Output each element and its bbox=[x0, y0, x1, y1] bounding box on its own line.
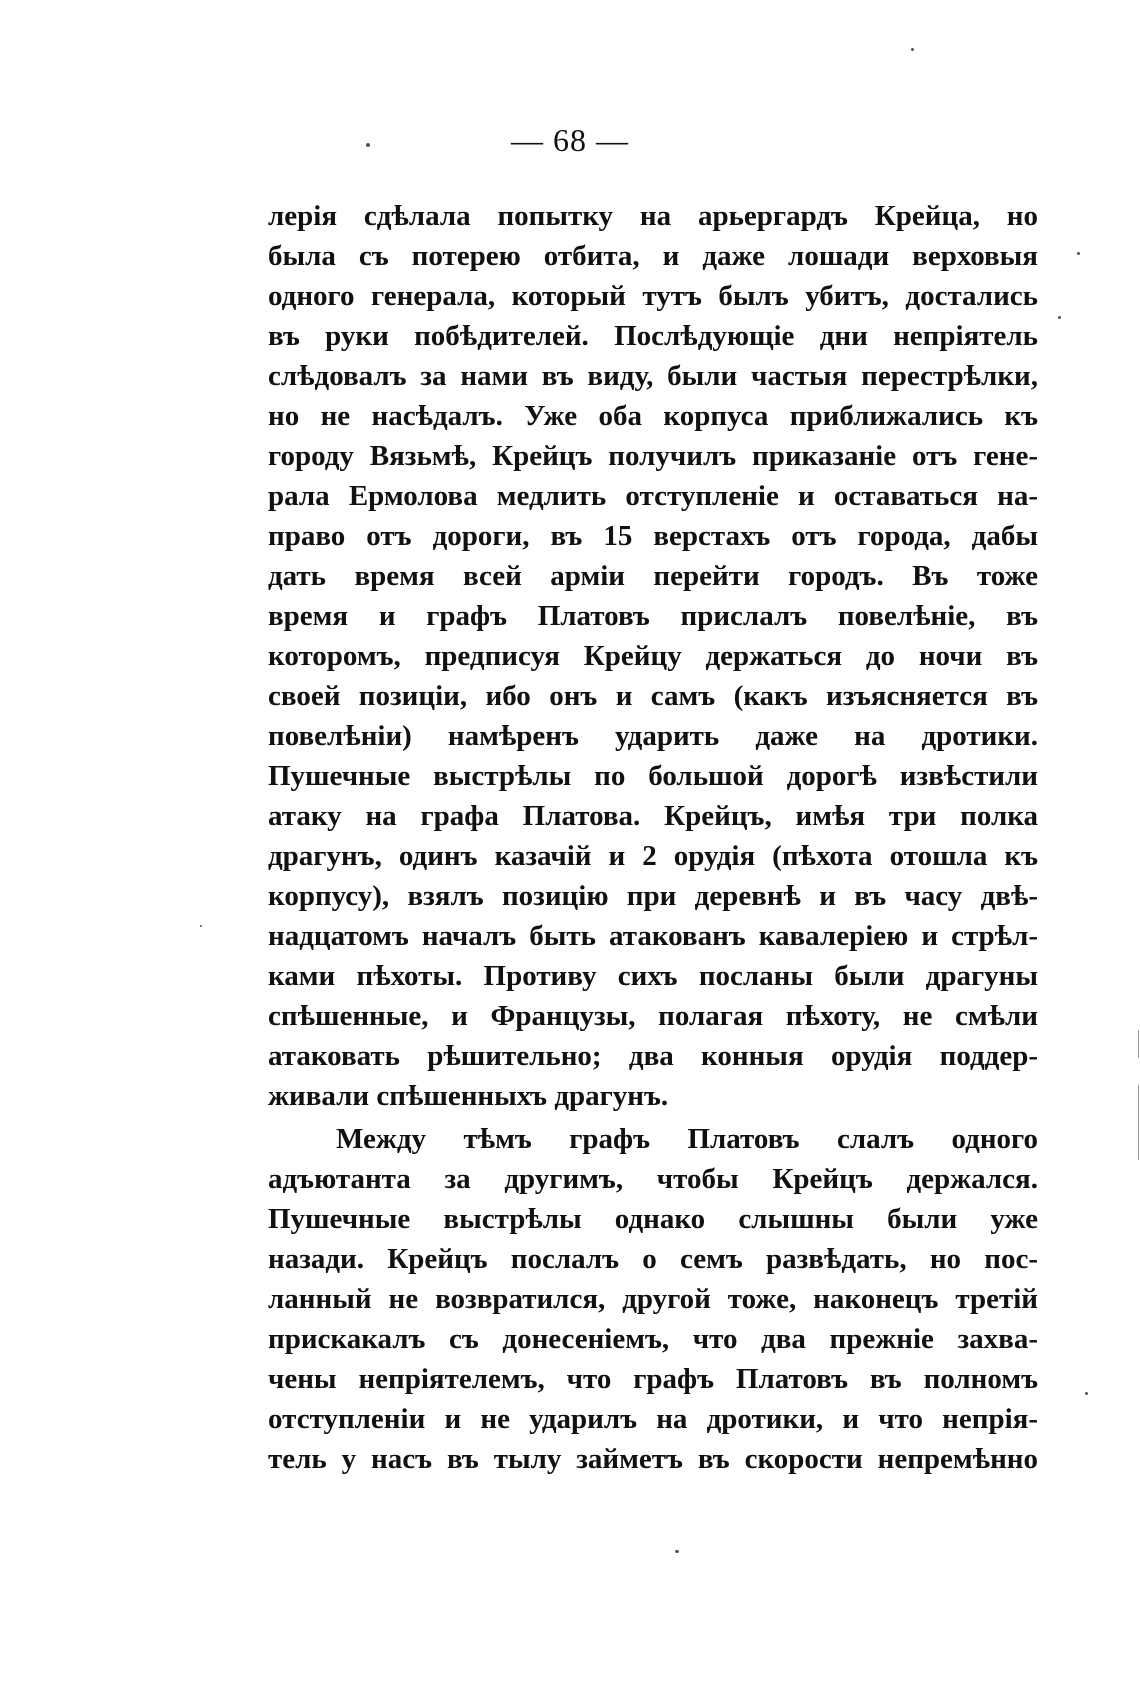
text-line: атаку на графа Платова. Крейцъ, имѣя три полка bbox=[268, 800, 1038, 832]
text-line: время и графъ Платовъ прислалъ повелѣніе, въ bbox=[268, 600, 1038, 632]
text-line: одного генерала, который тутъ былъ убитъ, достались bbox=[268, 280, 1038, 312]
scan-edge-mark bbox=[1138, 1085, 1139, 1160]
text-line: лерія сдѣлала попытку на арьергардъ Крейца, но bbox=[268, 200, 1038, 232]
text-line: своей позиціи, ибо онъ и самъ (какъ изъясняется въ bbox=[268, 680, 1038, 712]
text-line: чены непріятелемъ, что графъ Платовъ въ полномъ bbox=[268, 1363, 1038, 1395]
text-line: адъютанта за другимъ, чтобы Крейцъ держался. bbox=[268, 1163, 1038, 1195]
page-number: — 68 — bbox=[511, 122, 629, 158]
text-line: слѣдовалъ за нами въ виду, были частыя перестрѣлки, bbox=[268, 360, 1038, 392]
text-line: ками пѣхоты. Противу сихъ посланы были драгуны bbox=[268, 960, 1038, 992]
text-line: рала Ермолова медлить отступленіе и оставаться на- bbox=[268, 480, 1038, 512]
text-line: Пушечные выстрѣлы однако слышны были уже bbox=[268, 1203, 1038, 1235]
scan-speck bbox=[675, 1550, 679, 1553]
text-line: спѣшенные, и Французы, полагая пѣхоту, не смѣли bbox=[268, 1000, 1038, 1032]
text-line: повелѣніи) намѣренъ ударить даже на дротики. bbox=[268, 720, 1038, 752]
text-line: корпусу), взялъ позицію при деревнѣ и въ часу двѣ- bbox=[268, 880, 1038, 912]
body-text bbox=[268, 196, 1038, 1479]
text-line: ланный не возвратился, другой тоже, наконецъ третій bbox=[268, 1283, 1038, 1315]
text-line: надцатомъ началъ быть атакованъ кавалеріею и стрѣл- bbox=[268, 920, 1038, 952]
text-line: прискакалъ съ донесеніемъ, что два прежніе захва- bbox=[268, 1323, 1038, 1355]
paragraph-2 bbox=[268, 1119, 1038, 1479]
text-line: но не насѣдалъ. Уже оба корпуса приближались къ bbox=[268, 400, 1038, 432]
text-line: атаковать рѣшительно; два конныя орудія поддер- bbox=[268, 1040, 1038, 1072]
text-line: драгунъ, одинъ казачій и 2 орудія (пѣхота отошла къ bbox=[268, 840, 1038, 872]
paragraph-1 bbox=[268, 196, 1038, 1116]
scan-speck bbox=[1085, 1392, 1088, 1395]
text-line: дать время всей арміи перейти городъ. Въ тоже bbox=[268, 560, 1038, 592]
text-line: Между тѣмъ графъ Платовъ слалъ одного bbox=[336, 1123, 1038, 1155]
scan-speck bbox=[1077, 252, 1080, 255]
scan-speck bbox=[200, 925, 202, 927]
scan-speck bbox=[366, 143, 370, 147]
scan-speck bbox=[1058, 316, 1061, 319]
text-line: отступленіи и не ударилъ на дротики, и что непрія- bbox=[268, 1403, 1038, 1435]
text-line: была съ потерею отбита, и даже лошади верховыя bbox=[268, 240, 1038, 272]
text-line: назади. Крейцъ послалъ о семъ развѣдать, но пос- bbox=[268, 1243, 1038, 1275]
text-line: Пушечные выстрѣлы по большой дорогѣ извѣстили bbox=[268, 760, 1038, 792]
text-line: въ руки побѣдителей. Послѣдующіе дни непріятель bbox=[268, 320, 1038, 352]
text-line: тель у насъ въ тылу займетъ въ скорости непремѣнно bbox=[268, 1443, 1038, 1475]
scan-speck bbox=[911, 48, 914, 51]
text-line: городу Вязьмѣ, Крейцъ получилъ приказаніе отъ гене- bbox=[268, 440, 1038, 472]
scan-edge-mark bbox=[1138, 1030, 1139, 1058]
text-line: живали спѣшенныхъ драгунъ. bbox=[268, 1080, 669, 1112]
text-line: которомъ, предписуя Крейцу держаться до ночи въ bbox=[268, 640, 1038, 672]
text-line: право отъ дороги, въ 15 верстахъ отъ города, дабы bbox=[268, 520, 1038, 552]
